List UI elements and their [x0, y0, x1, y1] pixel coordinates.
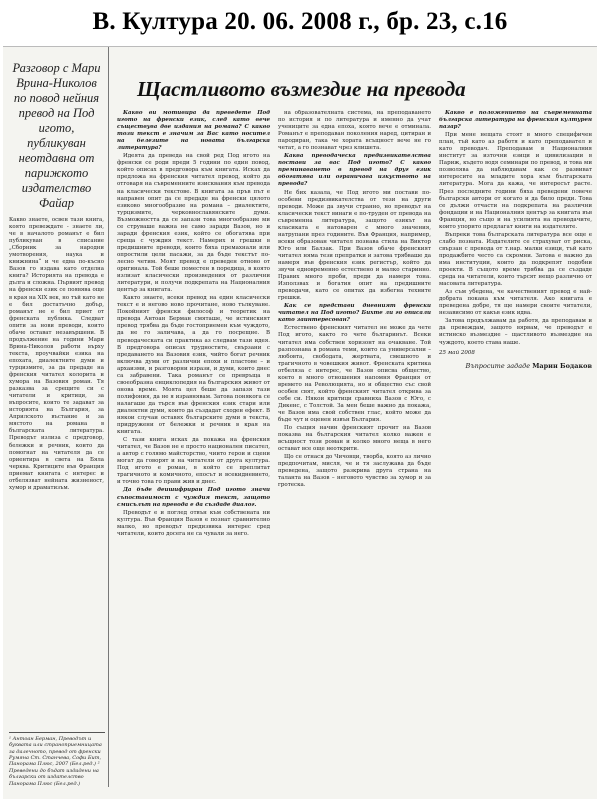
article-paragraph: Естествено френският читател не може да чете Под игото, както го чете българинът. Всеки читател има собствен хоризонт на очакване. Той разпознава в романа теми, които са универсални – любовта, свободата, жертвата, смешното и трагичното в човешкия живот. Френската критика отбеляза с интерес, че Вазов описва общество, което в много отношения напомня Франция от времето на Революцията, но и общество със свой особен свят, който френският читател открива за себе си. Някои критици сравниха Вазов с Юго, с Дикенс, с Толстой. За мен беше важно да покажа, че Вазов има свой собствен глас, който може да бъде чут и оценен извън България. [278, 325, 431, 424]
interview-question: Да бъде деишифриран Под игото значи съпоставимост с чуждия текст, защото смисълът на превода е да създаде диалог. [117, 487, 270, 508]
article-paragraph: Преводът е и поглед отвън към собствената ни култура. Във Франция Вазов е познат сравнително малко, но преводът предизвика интерес сред читатели, които досега не са чували за него. [117, 509, 270, 537]
article-paragraph: Затова продължавам да работя, да преподавам и да превеждам, защото вярвам, че преводът е истинско възмездие – щастливото възмездие на чуждото, което става наше. [439, 318, 592, 346]
article-column-2 [278, 110, 431, 800]
article [117, 47, 593, 797]
article-paragraph: Не бих казала, че Под игото ми постави по-особени предизвикателства от тези на други преводи. Може да звучи странно, но преводът на класически текст винаги е по-труден от превода на съвременна литература, защото езикът на класиката е натоварен с много значения, натрупани през годините. Във Франция, например, всеки образован читател познава стила на Виктор Юго или Балзак. При Вазов обаче френският читател няма тези препратки и затова трябваше да намеря във френския език регистър, който да звучи едновременно естествено и малко старинно. Правих много проби, преди да намеря тона. Използвах и богатия опит на предишните преводачи, като се опитах да избегна техните грешки. [278, 189, 431, 302]
article-tail [439, 350, 592, 370]
article-headline: Щастливото възмездие на превода [137, 77, 466, 101]
byline [439, 363, 592, 370]
article-paragraph: Въпреки това българската литература все още е слабо позната. Издателите се страхуват от риска, свързан с превода от т.нар. малки езици, тъй като продажбите често са скромни. Затова е важно да има институции, които да подкрепят подобни проекти. В същото време трябва да се създаде среда на читатели, които търсят нещо различно от масовата литература. [439, 231, 592, 288]
article-paragraph: С тази книга исках да покажа на френския читател, че Вазов не е просто национален писател, а автор с голямо майсторство, чиито герои и сцени могат да говорят и на читатели от друга култура. Под игото е роман, в който се преплитат трагичното и комичното, епосът и всекидневието, и точно това го прави жив и днес. [117, 437, 270, 486]
newspaper-clipping [3, 46, 597, 799]
masthead [0, 0, 600, 44]
interview-question: Какво е положението на съвременната българска литература на френския културен пазар? [439, 110, 592, 131]
article-paragraph: Както знаете, всеки превод на един класически текст е и негово ново прочитане, ново тълкуване. Покойният френски философ и теоретик на превода Антоан Берман смяташе, че истинският превод трябва да бъде гостоприемен към чуждото, да не го заличава, а да го посрещне. В преводаческата си практика аз следвам тази идея. В предговора описах трудностите, свързани с предаването на Вазовия език, чийто богат речник включва думи от различни епохи и пластове – и архаизми, и разговорни изрази, и думи, които днес са забравени. Така романът се превръща в своеобразна енциклопедия на българския живот от онова време. Моята цел беше да запазя тази полифония, да не я изравнявам. Затова понякога се налагаше да търся във френския език стари или диалектни думи, които да създадат сходен ефект. В някои случаи оставях българските думи в текста, придружени от бележки и речник в края на книгата. [117, 295, 270, 436]
article-column-1 [117, 110, 270, 800]
sidebar-body: Какво знаете, освен тази книга, която превеждате - знаете ли, че в началото романът е бил публикуван в списание „Сборник за народни умотворения, наука и книжнина“ и че едва по-късно Вазов го издава като отделна книга? Историята на превода е дълга и сложна. Първият превод на френски език се появява още в края на XIX век, но тъй като не е бил достатъчно добър, романът не е бил приет от френската публика. Следват опити за нови преводи, които обаче остават незавършени. В продължение на години Мари Врина-Николов работи върху текста, проучвайки езика на епохата, диалектните думи и турцизмите, за да предаде на френския читател колорита и хумора на Вазовия роман. Тя разказва за срещите си с читатели и критици, за въпросите, които те задават за историята на България, за Априлското въстание и за мястото на романа в българската литература. Преводът излиза с предговор, бележки и речник, които да помогнат на читателя да се ориентира в света на Бяла черква. Критиците във Франция приемат книгата с интерес и отбелязват нейната жизненост, хумор и драматизъм. [9, 217, 104, 491]
interview-question: Каква преводаческа предизвикателства постави за вас Под игото? С какво преминаването в превод на друг език обогатява или ограничава изкуството на превода? [278, 153, 431, 188]
sidebar-intro: Разговор с Мари Врина-Николов по повод нейния превод на Под игото, публикуван неотдавна от парижкото издателство Файар [12, 61, 101, 210]
article-column-3 [439, 110, 592, 800]
page-title: В. Култура 20. 06. 2008 г., бр. 23, с.16 [92, 8, 508, 35]
article-paragraph: Аз съм убедена, че качественият превод е най-добрата покана към читателя. Ако книгата е преведена добре, тя ще намери своите читатели, независимо от какъв език идва. [439, 289, 592, 317]
footnotes: ¹ Антоан Берман, Преводът и буквата или страноприемницата за далечното, превод от френски Румяна Ст. Станчева, Софи Бит, Панорама Плюс, 2007 (Бел.ред.) ² Преведени до бъдат издадени на български от издателство Панорама Плюс (Бел.ред.) [9, 732, 105, 787]
byline-name: Марин Бодаков [532, 361, 592, 370]
article-paragraph: При мене нещата стоят в много специфичен план, тъй като аз работя и като преподавател и като преводач. Преподавам в Националния институт за източни езици и цивилизации в Париж, където водя семинари по превод, и това ми позволява да наблюдавам как се развиват интересите на младите хора към българската литература. Мога да кажа, че интересът расте. През последните години бяха преведени повече български автори от когато и да било преди. Това се дължи отчасти на подкрепата на различни фондации и на Националния център за книгата във Франция, но също и на усилията на преводачите, които упорито предлагат книги на издателите. [439, 132, 592, 230]
byline-prefix: Въпросите зададе [465, 361, 533, 370]
article-paragraph: на образователната система, на преподаването по история и по литература и именно да учат учениците за една епоха, която вече е отминала. Романът е преподаван поколения наред, цитиран и пародиран, така че хората всъщност вече не го четат, а го познават чрез клишета. [278, 110, 431, 152]
interview-question: Как се представи дневният френски читател на Под игото? Бихте ли го описали като заинтересован? [278, 303, 431, 324]
article-paragraph: Идеята да преведа на свой ред Под игото на френски се роди преди 5 години по един повод, който описах в предговора към книгата. Исках да предложа на френския читател превод, който да отговаря на съвременните изисквания към превода на класически текстове. В книгата за пръв път е направен опит да се предаде на френски цялото езиково многообразие на романа – диалектите, турцизмите, черковнославянските думи. Възможността да се запази това многообразие ми се струваше важна не само заради Вазов, но и заради френския език, който се обогатява при среща с чуждия текст. Намерих и грешки в предишните преводи, които бяха премахнали или опростили цели пасажи, за да бъде текстът по-лесно четим. Моят превод е преведен отново от оригинала. Той беше поместен в поредица, в която излизат класически произведения от различни литератури, и получи подкрепата на Националния център за книгата. [117, 153, 270, 294]
interview-question: Какво ви мотивира да преведете Под игото на френски език, след като вече съществува две издания на романа? С какво този текст е значим за Вас като носител на белезите на новата българска литература? [117, 110, 270, 152]
sidebar-column [3, 47, 109, 787]
article-columns [117, 110, 593, 800]
article-date: 25 май 2008 [439, 349, 475, 356]
article-paragraph: По същия начин френският прочит на Вазов показва на българския читател колко важен е всъщност този роман и колко много неща в него остават все още неоткрити. [278, 425, 431, 453]
article-paragraph: Що се отнася до Чичовци, творба, която аз лично предпочитам, мисля, че и тя заслужава да бъде преведена, защото разкрива друга страна на таланта на Вазов – неговото чувство за хумор и за гротеска. [278, 454, 431, 489]
